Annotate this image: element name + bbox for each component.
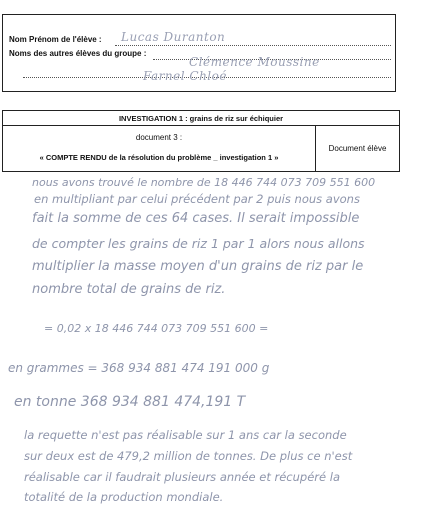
answer-line: fait la somme de ces 64 cases. Il serait impossible [32,211,360,226]
answer-line: sur deux est de 479,2 million de tonnes. De plus ce n'est [24,449,353,463]
document-type: Document élève [328,144,387,153]
answer-line: nous avons trouvé le nombre de 18 446 744 073 709 551 600 [32,176,376,189]
answer-line: nombre total de grains de riz. [32,282,226,297]
answer-line: en multipliant par celui précédent par 2 puis nous avons [34,192,360,206]
answer-line: = 0,02 x 18 446 744 073 709 551 600 = [44,322,269,335]
answer-line: de compter les grains de riz 1 par 1 alors nous allons [32,236,365,251]
student-name-value: Lucas Duranton [121,30,226,44]
document-number: document 3 : [135,133,183,142]
answer-line: multiplier la masse moyen d'un grains de riz par le [32,259,364,274]
group-member-1: Clémence Moussine [189,55,320,69]
answer-line: en grammes = 368 934 881 474 191 000 g [8,361,270,375]
report-title: « COMPTE RENDU de la résolution du problème _ investigation 1 » [39,153,279,162]
student-name-line [115,45,391,46]
student-info-box [2,14,396,92]
answer-line: réalisable car il faudrait plusieurs année et récupéré la [24,470,340,484]
group-member-2: Farnel Chloé [143,69,227,83]
answer-line: la requette n'est pas réalisable sur 1 ans car la seconde [24,428,347,442]
answer-line: totalité de la production mondiale. [24,490,224,504]
answer-line: en tonne 368 934 881 474,191 T [14,394,246,410]
group-members-label: Noms des autres élèves du groupe : [9,49,147,58]
document-info-cell [3,126,316,171]
investigation-title: INVESTIGATION 1 : grains de riz sur échiquier [3,111,399,126]
student-name-label: Nom Prénom de l'élève : [9,35,102,44]
investigation-header-table [2,110,400,172]
